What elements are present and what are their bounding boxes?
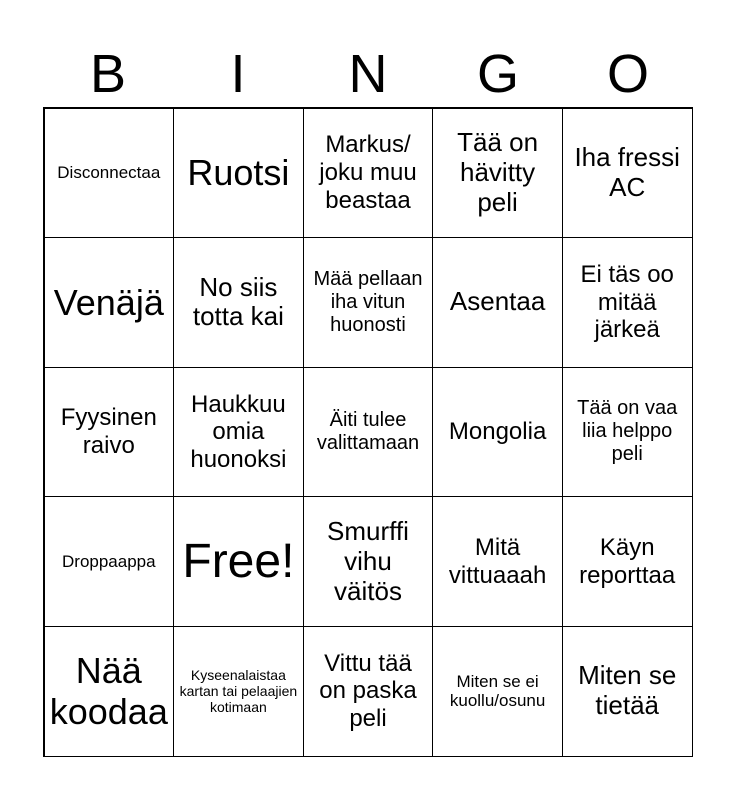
- bingo-cell[interactable]: Kyseenalaistaa kartan tai pelaajien kotimaan: [173, 626, 304, 757]
- bingo-header: [43, 40, 693, 108]
- header-letter-b: B: [89, 44, 127, 104]
- bingo-cell[interactable]: Tää on vaa liia helppo peli: [562, 367, 693, 498]
- bingo-cell[interactable]: Vittu tää on paska peli: [303, 626, 434, 757]
- bingo-cell[interactable]: Äiti tulee valittamaan: [303, 367, 434, 498]
- free-space-cell[interactable]: Free!: [173, 496, 304, 627]
- bingo-cell[interactable]: No siis totta kai: [173, 237, 304, 368]
- bingo-cell[interactable]: Droppaappa: [44, 496, 175, 627]
- bingo-cell[interactable]: Ei täs oo mitää järkeä: [562, 237, 693, 368]
- bingo-cell[interactable]: Miten se tietää: [562, 626, 693, 757]
- bingo-cell[interactable]: Miten se ei kuollu/osunu: [432, 626, 563, 757]
- bingo-cell[interactable]: Mää pellaan iha vitun huonosti: [303, 237, 434, 368]
- bingo-cell[interactable]: Markus/ joku muu beastaa: [303, 108, 434, 239]
- bingo-cell[interactable]: Mitä vittuaaah: [432, 496, 563, 627]
- bingo-cell[interactable]: Käyn reporttaa: [562, 496, 693, 627]
- bingo-cell[interactable]: Ruotsi: [173, 108, 304, 239]
- bingo-cell[interactable]: Nää koodaa: [44, 626, 175, 757]
- header-letter-g: G: [476, 44, 519, 104]
- bingo-cell[interactable]: Disconnectaa: [44, 108, 175, 239]
- bingo-cell[interactable]: Haukkuu omia huonoksi: [173, 367, 304, 498]
- bingo-cell[interactable]: Tää on hävitty peli: [432, 108, 563, 239]
- bingo-grid: [43, 107, 693, 757]
- bingo-cell[interactable]: Asentaa: [432, 237, 563, 368]
- bingo-cell[interactable]: Smurffi vihu väitös: [303, 496, 434, 627]
- bingo-cell[interactable]: Venäjä: [44, 237, 175, 368]
- header-letter-n: N: [348, 44, 388, 104]
- bingo-cell[interactable]: Iha fressi AC: [562, 108, 693, 239]
- bingo-cell[interactable]: Mongolia: [432, 367, 563, 498]
- header-letter-o: O: [606, 44, 649, 104]
- header-letter-i: I: [230, 44, 246, 104]
- bingo-cell[interactable]: Fyysinen raivo: [44, 367, 175, 498]
